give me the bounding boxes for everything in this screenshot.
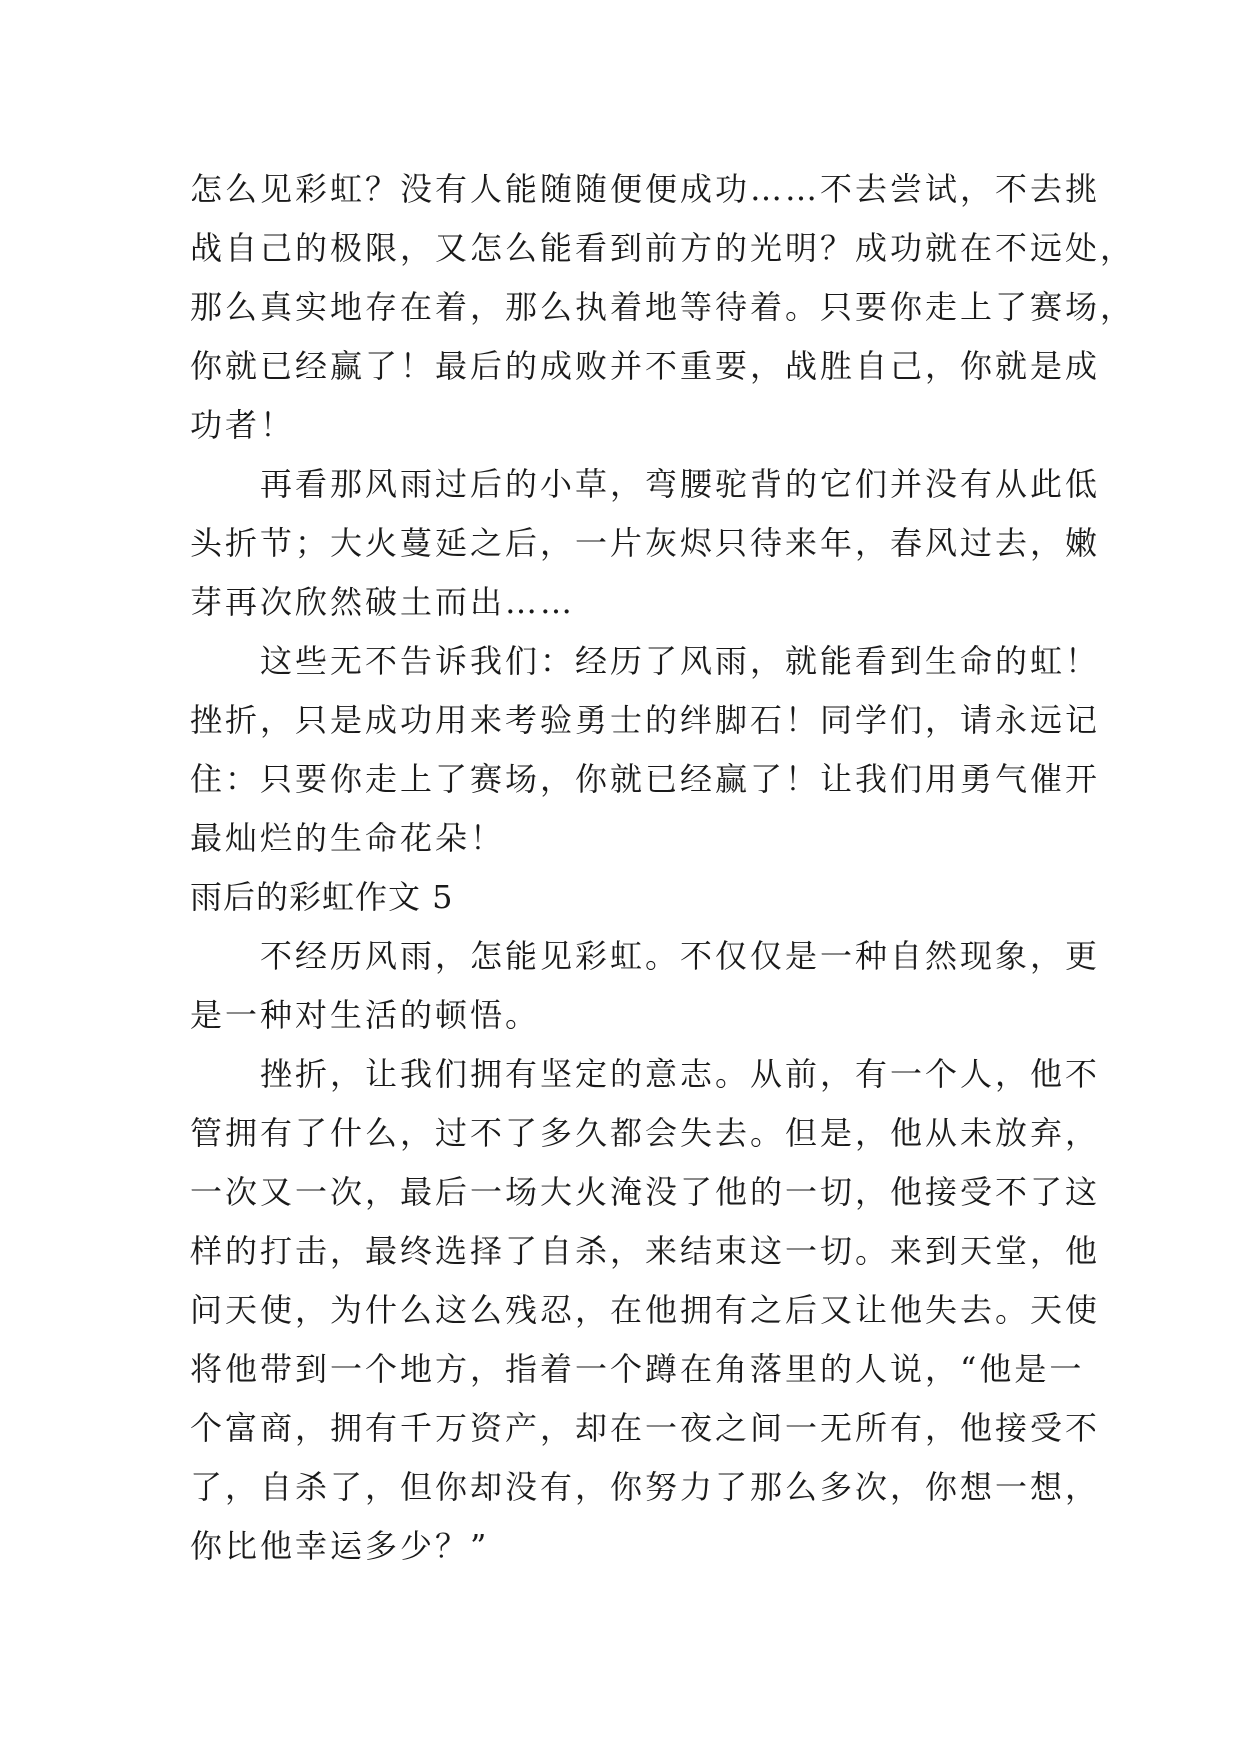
text-line: 怎么见彩虹？没有人能随随便便成功……不去尝试，不去挑: [190, 170, 1101, 208]
text-line: 了，自杀了，但你却没有，你努力了那么多次，你想一想，: [190, 1468, 1101, 1506]
text-line: 一次又一次，最后一场大火淹没了他的一切，他接受不了这: [190, 1173, 1101, 1211]
document-body: [190, 160, 1136, 1576]
text-line: 战自己的极限，又怎么能看到前方的光明？成功就在不远处，: [190, 229, 1136, 267]
text-line: 芽再次欣然破土而出……: [190, 583, 576, 621]
text-line: 问天使，为什么这么残忍，在他拥有之后又让他失去。天使: [190, 1291, 1101, 1329]
text-line: 功者！: [190, 406, 296, 444]
text-line: 住：只要你走上了赛场，你就已经赢了！让我们用勇气催开: [190, 760, 1101, 798]
text-line: 样的打击，最终选择了自杀，来结束这一切。来到天堂，他: [190, 1232, 1101, 1270]
text-line: 不经历风雨，怎能见彩虹。不仅仅是一种自然现象，更: [190, 937, 1101, 975]
text-line: 挫折，只是成功用来考验勇士的绊脚石！同学们，请永远记: [190, 701, 1101, 739]
text-line: 挫折，让我们拥有坚定的意志。从前，有一个人，他不: [190, 1055, 1101, 1093]
section-heading: 雨后的彩虹作文 5: [190, 878, 454, 916]
text-line: 将他带到一个地方，指着一个蹲在角落里的人说，“他是一: [190, 1350, 1085, 1388]
text-line: 你比他幸运多少？”: [190, 1527, 490, 1565]
text-line: 这些无不告诉我们：经历了风雨，就能看到生命的虹！: [190, 642, 1101, 680]
text-line: 头折节；大火蔓延之后，一片灰烬只待来年，春风过去，嫩: [190, 524, 1101, 562]
text-line: 个富商，拥有千万资产，却在一夜之间一无所有，他接受不: [190, 1409, 1101, 1447]
text-line: 那么真实地存在着，那么执着地等待着。只要你走上了赛场，: [190, 288, 1136, 326]
text-line: 是一种对生活的顿悟。: [190, 996, 541, 1034]
text-line: 再看那风雨过后的小草，弯腰驼背的它们并没有从此低: [190, 465, 1101, 503]
text-line: 最灿烂的生命花朵！: [190, 819, 506, 857]
text-line: 管拥有了什么，过不了多久都会失去。但是，他从未放弃，: [190, 1114, 1101, 1152]
text-line: 你就已经赢了！最后的成败并不重要，战胜自己，你就是成: [190, 347, 1101, 385]
